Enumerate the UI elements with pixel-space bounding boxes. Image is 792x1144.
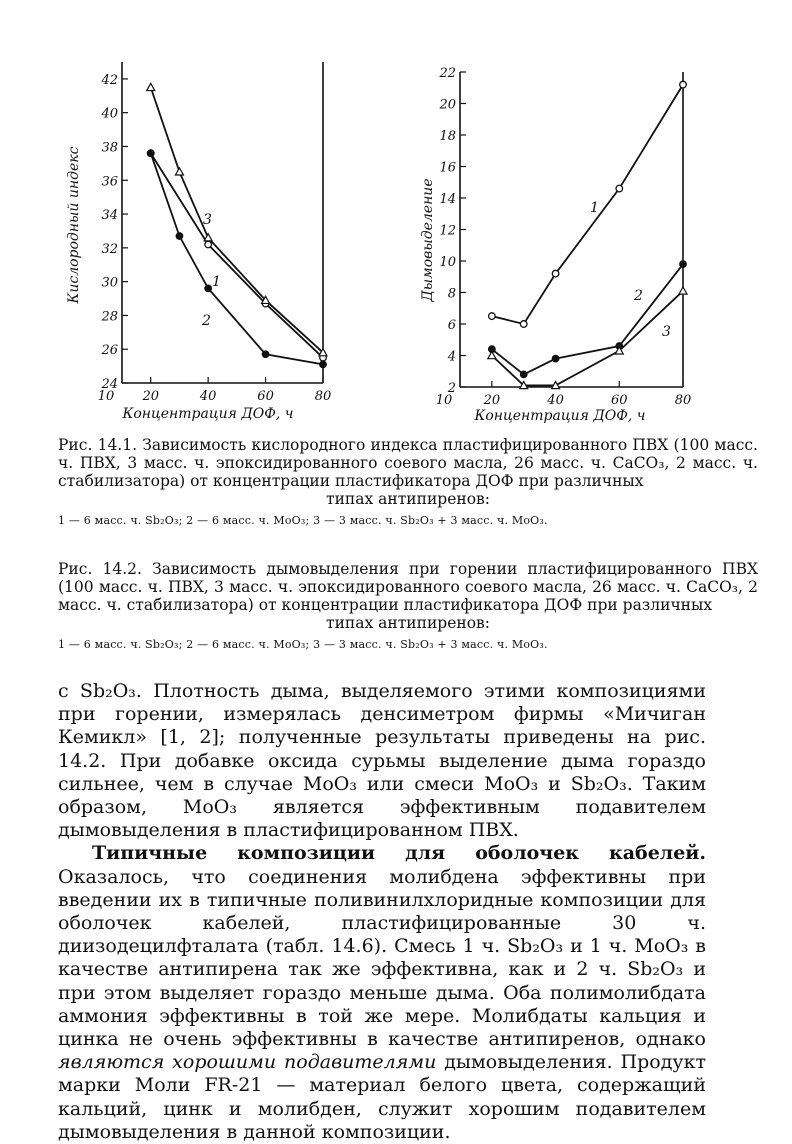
caption-text-end: типах антипиренов: [326, 614, 490, 632]
data-point-2 [520, 371, 527, 378]
caption-legend: 1 — 6 масс. ч. Sb₂O₃; 2 — 6 масс. ч. MoO₃; 3 — 3 масс. ч. Sb₂O₃ + 3 масс. ч. MoO₃. [58, 638, 548, 651]
x-tick-label: 20 [142, 389, 159, 404]
x-tick-label: 10 [97, 389, 115, 404]
y-tick-label: 10 [439, 255, 456, 270]
figure-14-2-caption [58, 560, 758, 652]
y-tick-label: 32 [101, 241, 118, 257]
series-line-2 [492, 264, 683, 374]
data-point-3 [147, 83, 155, 90]
y-tick-label: 30 [101, 275, 118, 291]
y-tick-label: 4 [447, 349, 456, 365]
data-point-2 [320, 361, 327, 368]
x-tick-label: 80 [674, 393, 692, 408]
italic-text: являются хорошими подавителями [58, 1051, 437, 1074]
caption-legend: 1 — 6 масс. ч. Sb₂O₃; 2 — 6 масс. ч. MoO₃; 3 — 3 масс. ч. Sb₂O₃ + 3 масс. ч. MoO₃. [58, 514, 548, 527]
data-point-3 [204, 234, 212, 241]
data-point-2 [205, 285, 212, 292]
paragraph [58, 842, 706, 1144]
y-tick-label: 42 [101, 72, 118, 88]
x-tick-label: 60 [257, 389, 274, 404]
x-tick-label: 20 [483, 393, 501, 408]
chart-oxygen-index [66, 62, 331, 422]
data-point-1 [552, 270, 559, 277]
x-tick-label: 40 [199, 389, 217, 404]
x-axis-label: Концентрация ДОФ, ч [122, 406, 294, 422]
y-tick-label: 26 [101, 343, 118, 359]
data-point-2 [147, 150, 154, 157]
x-tick-label: 80 [314, 389, 332, 404]
curve-label-2: 2 [634, 288, 643, 304]
data-point-1 [616, 185, 623, 192]
data-point-1 [489, 313, 496, 320]
caption-text-end: типах антипиренов: [326, 490, 490, 508]
y-axis-label: Кислородный индекс [66, 146, 82, 304]
y-tick-label: 22 [439, 66, 456, 81]
data-point-2 [262, 351, 269, 358]
paragraph-text: дымовыделения. Продукт марки Моли FR-21 — материал белого цвета, содержащий кальций, цинк и молибден, служит хорошим подавителем дымовыделения в данной композиции. [58, 1051, 706, 1143]
curve-label-3: 3 [662, 324, 671, 340]
curve-label-3: 3 [203, 212, 212, 228]
x-tick-label: 40 [547, 393, 564, 408]
caption-text: Рис. 14.1. Зависимость кислородного индекса пластифицированного ПВХ (100 масс. ч. ПВХ, 3 масс. ч. эпоксидированного соевого масла, 26 масс. ч. CaCO₃, 2 масс. ч. стабилизатора) от концентрации пластификатора ДОФ при различных [58, 436, 758, 490]
y-tick-label: 34 [101, 208, 118, 224]
y-tick-label: 16 [439, 160, 456, 176]
section-heading: Типичные композиции для оболочек кабелей. [92, 842, 706, 865]
data-point-2 [176, 233, 183, 240]
figures-row [0, 0, 792, 430]
caption-text: Рис. 14.2. Зависимость дымовыделения при горении пластифицированного ПВХ (100 масс. ч. ПВХ, 3 масс. ч. эпоксидированного соевого масла, 26 масс. ч. CaCO₃, 2 масс. ч. стабилизатора) от концентрации пластификатора ДОФ при различных [58, 560, 758, 614]
y-tick-label: 28 [101, 309, 118, 325]
y-tick-label: 14 [439, 192, 456, 207]
body-text [58, 680, 706, 1144]
curve-label-2: 2 [202, 313, 211, 329]
y-tick-label: 38 [101, 140, 118, 156]
x-axis-label: Концентрация ДОФ, ч [474, 408, 646, 424]
data-point-1 [520, 321, 527, 328]
y-tick-label: 2 [447, 381, 456, 396]
data-point-2 [552, 355, 559, 362]
figure-14-1-caption [58, 436, 758, 528]
curve-label-1: 1 [590, 200, 599, 216]
y-tick-label: 24 [101, 377, 118, 392]
data-point-3 [679, 287, 687, 294]
y-axis-label: Дымовыделение [420, 178, 436, 302]
paragraph: с Sb₂O₃. Плотность дыма, выделяемого этими композициями при горении, измерялась денсиметром фирмы «Мичиган Кемикл» [1, 2]; полученные результаты приведены на рис. 14.2. При добавке оксида сурьмы выделение дыма гораздо сильнее, чем в случае MoO₃ или смеси MoO₃ и Sb₂O₃. Таким образом, MoO₃ является эффективным подавителем дымовыделения в пластифицированном ПВХ. [58, 680, 706, 842]
data-point-1 [205, 241, 212, 248]
series-line-1 [151, 153, 323, 357]
y-tick-label: 6 [447, 318, 456, 333]
y-tick-label: 36 [101, 174, 118, 190]
data-point-3 [488, 352, 496, 359]
series-line-1 [492, 85, 683, 324]
y-tick-label: 18 [439, 129, 456, 144]
series-line-3 [151, 87, 323, 352]
x-tick-label: 60 [611, 393, 628, 408]
y-tick-label: 8 [447, 286, 456, 302]
data-point-3 [175, 168, 183, 175]
curve-label-1: 1 [212, 274, 221, 290]
y-tick-label: 20 [439, 97, 456, 113]
chart-smoke-generation [420, 66, 691, 424]
x-tick-label: 10 [435, 393, 453, 408]
paragraph-text: Оказалось, что соединения молибдена эффективны при введении их в типичные поливинилхлоридные композиции для оболочек кабелей, пластифицированные 30 ч. диизодецилфталата (табл. 14.6). Смесь 1 ч. Sb₂O₃ и 1 ч. MoO₃ в качестве антипирена так же эффективна, как и 2 ч. Sb₂O₃ и при этом выделяет гораздо меньше дыма. Оба полимолибдата аммония эффективны в той же мере. Молибдаты кальция и цинка не очень эффективны в качестве антипиренов, однако [58, 865, 706, 1051]
data-point-2 [680, 261, 687, 268]
data-point-1 [680, 81, 687, 88]
y-tick-label: 12 [439, 223, 456, 239]
y-tick-label: 40 [101, 106, 118, 122]
